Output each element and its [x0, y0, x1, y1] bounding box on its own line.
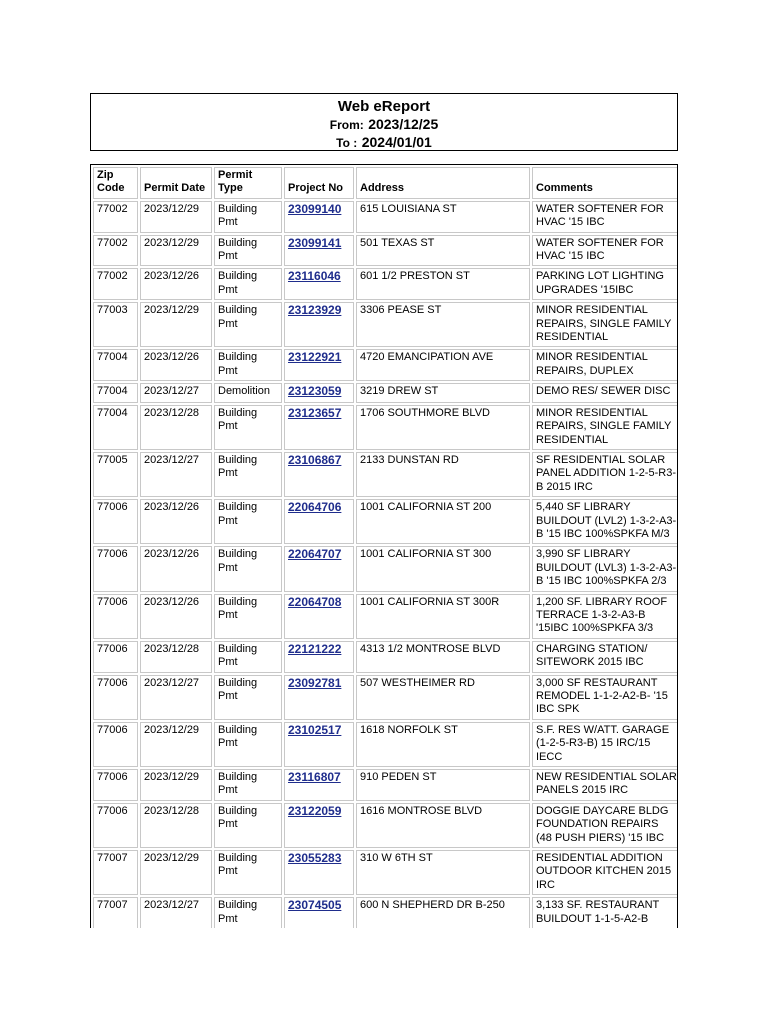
comments-cell: 1,200 SF. LIBRARY ROOF TERRACE 1-3-2-A3-B '15IBC 100%SPKFA 3/3 [532, 594, 678, 639]
address-cell: 4313 1/2 MONTROSE BLVD [356, 641, 530, 673]
table-row [93, 850, 678, 895]
zip-code-cell: 77006 [93, 499, 138, 544]
project-no-cell [284, 850, 354, 895]
comments-cell: WATER SOFTENER FOR HVAC '15 IBC [532, 201, 678, 233]
project-link[interactable]: 22064708 [288, 594, 342, 609]
permit-date-cell: 2023/12/28 [140, 803, 212, 848]
address-cell: 2133 DUNSTAN RD [356, 452, 530, 497]
zip-code-cell: 77007 [93, 850, 138, 895]
project-link[interactable]: 22064706 [288, 500, 342, 515]
table-row [93, 641, 678, 673]
project-no-cell [284, 499, 354, 544]
project-link[interactable]: 23099140 [288, 201, 342, 216]
project-no-cell [284, 769, 354, 801]
comments-cell: NEW RESIDENTIAL SOLAR PANELS 2015 IRC [532, 769, 678, 801]
report-header [90, 93, 678, 151]
permit-date-cell: 2023/12/27 [140, 452, 212, 497]
project-no-cell [284, 349, 354, 381]
comments-cell: 3,000 SF RESTAURANT REMODEL 1-1-2-A2-B- '15 IBC SPK [532, 675, 678, 720]
permit-date-cell: 2023/12/28 [140, 405, 212, 450]
table-row [93, 803, 678, 848]
address-cell: 1001 CALIFORNIA ST 200 [356, 499, 530, 544]
zip-code-cell: 77006 [93, 641, 138, 673]
project-no-cell [284, 641, 354, 673]
project-no-cell [284, 383, 354, 402]
table-row [93, 897, 678, 928]
zip-code-cell: 77006 [93, 722, 138, 767]
header-zip: Zip Code [93, 167, 138, 199]
project-no-cell [284, 594, 354, 639]
permit-date-cell: 2023/12/29 [140, 201, 212, 233]
permit-type-cell: Building Pmt [214, 302, 282, 347]
table-row [93, 452, 678, 497]
permit-type-cell: Building Pmt [214, 349, 282, 381]
table-row [93, 769, 678, 801]
project-no-cell [284, 302, 354, 347]
table-row [93, 594, 678, 639]
table-row [93, 405, 678, 450]
permit-type-cell: Building Pmt [214, 201, 282, 233]
permit-date-cell: 2023/12/26 [140, 594, 212, 639]
permit-date-cell: 2023/12/29 [140, 235, 212, 267]
zip-code-cell: 77002 [93, 201, 138, 233]
to-label: To : [336, 136, 358, 150]
comments-cell: PARKING LOT LIGHTING UPGRADES '15IBC [532, 268, 678, 300]
zip-code-cell: 77006 [93, 769, 138, 801]
zip-code-cell: 77004 [93, 383, 138, 402]
project-no-cell [284, 235, 354, 267]
from-date: 2023/12/25 [368, 116, 439, 132]
table-row [93, 675, 678, 720]
table-row [93, 201, 678, 233]
comments-cell: DEMO RES/ SEWER DISC [532, 383, 678, 402]
table-row [93, 302, 678, 347]
comments-cell: MINOR RESIDENTIAL REPAIRS, SINGLE FAMILY RESIDENTIAL [532, 302, 678, 347]
table-row [93, 349, 678, 381]
permit-type-cell: Building Pmt [214, 675, 282, 720]
permit-date-cell: 2023/12/26 [140, 499, 212, 544]
permit-type-cell: Building Pmt [214, 769, 282, 801]
comments-cell: MINOR RESIDENTIAL REPAIRS, SINGLE FAMILY RESIDENTIAL [532, 405, 678, 450]
project-no-cell [284, 897, 354, 928]
project-no-cell [284, 803, 354, 848]
permit-table [91, 165, 678, 928]
project-no-cell [284, 675, 354, 720]
permit-date-cell: 2023/12/29 [140, 850, 212, 895]
project-link[interactable]: 23106867 [288, 452, 342, 467]
permit-date-cell: 2023/12/28 [140, 641, 212, 673]
zip-code-cell: 77007 [93, 897, 138, 928]
from-date-line [91, 116, 677, 134]
permit-type-cell: Building Pmt [214, 499, 282, 544]
report-title: Web eReport [337, 98, 431, 115]
address-cell: 1001 CALIFORNIA ST 300R [356, 594, 530, 639]
address-cell: 1616 MONTROSE BLVD [356, 803, 530, 848]
permit-type-cell: Building Pmt [214, 235, 282, 267]
permit-date-cell: 2023/12/26 [140, 268, 212, 300]
to-date: 2024/01/01 [361, 134, 432, 150]
address-cell: 4720 EMANCIPATION AVE [356, 349, 530, 381]
comments-cell: WATER SOFTENER FOR HVAC '15 IBC [532, 235, 678, 267]
permit-type-cell: Building Pmt [214, 546, 282, 591]
address-cell: 601 1/2 PRESTON ST [356, 268, 530, 300]
project-link[interactable]: 23122921 [288, 350, 342, 365]
permit-date-cell: 2023/12/29 [140, 302, 212, 347]
permit-date-cell: 2023/12/29 [140, 722, 212, 767]
project-link[interactable]: 23092781 [288, 675, 342, 690]
table-row [93, 722, 678, 767]
from-label: From: [329, 118, 364, 132]
project-link[interactable]: 23123657 [288, 405, 342, 420]
project-no-cell [284, 268, 354, 300]
comments-cell: S.F. RES W/ATT. GARAGE (1-2-5-R3-B) 15 IRC/15 IECC [532, 722, 678, 767]
table-row [93, 383, 678, 402]
project-link[interactable]: 23123059 [288, 384, 342, 399]
address-cell: 501 TEXAS ST [356, 235, 530, 267]
zip-code-cell: 77005 [93, 452, 138, 497]
permit-date-cell: 2023/12/27 [140, 675, 212, 720]
permit-date-cell: 2023/12/27 [140, 897, 212, 928]
address-cell: 615 LOUISIANA ST [356, 201, 530, 233]
project-no-cell [284, 201, 354, 233]
header-address: Address [356, 167, 530, 199]
header-permit-type: Permit Type [214, 167, 282, 199]
comments-cell: SF RESIDENTIAL SOLAR PANEL ADDITION 1-2-5-R3-B 2015 IRC [532, 452, 678, 497]
header-project-no: Project No [284, 167, 354, 199]
address-cell: 507 WESTHEIMER RD [356, 675, 530, 720]
permit-date-cell: 2023/12/26 [140, 546, 212, 591]
comments-cell: DOGGIE DAYCARE BLDG FOUNDATION REPAIRS (48 PUSH PIERS) '15 IBC [532, 803, 678, 848]
project-link[interactable]: 23123929 [288, 303, 342, 318]
project-link[interactable]: 23102517 [288, 722, 342, 737]
comments-cell: CHARGING STATION/ SITEWORK 2015 IBC [532, 641, 678, 673]
permit-type-cell: Building Pmt [214, 722, 282, 767]
address-cell: 1001 CALIFORNIA ST 300 [356, 546, 530, 591]
table-row [93, 268, 678, 300]
address-cell: 910 PEDEN ST [356, 769, 530, 801]
project-link[interactable]: 23116046 [288, 269, 341, 284]
to-date-line [91, 134, 677, 152]
address-cell: 1706 SOUTHMORE BLVD [356, 405, 530, 450]
project-no-cell [284, 452, 354, 497]
project-link[interactable]: 23122059 [288, 803, 342, 818]
comments-cell: MINOR RESIDENTIAL REPAIRS, DUPLEX [532, 349, 678, 381]
permit-type-cell: Building Pmt [214, 405, 282, 450]
address-cell: 1618 NORFOLK ST [356, 722, 530, 767]
address-cell: 3306 PEASE ST [356, 302, 530, 347]
zip-code-cell: 77006 [93, 594, 138, 639]
zip-code-cell: 77006 [93, 546, 138, 591]
permit-type-cell: Demolition [214, 383, 282, 402]
permit-date-cell: 2023/12/26 [140, 349, 212, 381]
project-link[interactable]: 23099141 [288, 235, 342, 250]
permit-type-cell: Building Pmt [214, 268, 282, 300]
zip-code-cell: 77004 [93, 349, 138, 381]
comments-cell: RESIDENTIAL ADDITION OUTDOOR KITCHEN 2015 IRC [532, 850, 678, 895]
zip-code-cell: 77004 [93, 405, 138, 450]
table-row [93, 499, 678, 544]
table-header-row [93, 167, 678, 199]
header-comments: Comments [532, 167, 678, 199]
project-no-cell [284, 405, 354, 450]
permit-type-cell: Building Pmt [214, 594, 282, 639]
project-link[interactable]: 23055283 [288, 851, 342, 866]
address-cell: 310 W 6TH ST [356, 850, 530, 895]
project-no-cell [284, 722, 354, 767]
permit-date-cell: 2023/12/27 [140, 383, 212, 402]
address-cell: 600 N SHEPHERD DR B-250 [356, 897, 530, 928]
permit-type-cell: Building Pmt [214, 803, 282, 848]
permit-type-cell: Building Pmt [214, 897, 282, 928]
permit-date-cell: 2023/12/29 [140, 769, 212, 801]
table-row [93, 235, 678, 267]
zip-code-cell: 77006 [93, 675, 138, 720]
permit-type-cell: Building Pmt [214, 641, 282, 673]
header-permit-date: Permit Date [140, 167, 212, 199]
comments-cell: 3,133 SF. RESTAURANT BUILDOUT 1-1-5-A2-B [532, 897, 678, 928]
permit-type-cell: Building Pmt [214, 452, 282, 497]
project-no-cell [284, 546, 354, 591]
permit-type-cell: Building Pmt [214, 850, 282, 895]
project-link[interactable]: 22064707 [288, 547, 342, 562]
project-link[interactable]: 23074505 [288, 898, 342, 913]
comments-cell: 3,990 SF LIBRARY BUILDOUT (LVL3) 1-3-2-A3-B '15 IBC 100%SPKFA 2/3 [532, 546, 678, 591]
permit-table-container [90, 164, 678, 928]
project-link[interactable]: 22121222 [288, 641, 342, 656]
table-row [93, 546, 678, 591]
zip-code-cell: 77006 [93, 803, 138, 848]
permit-rows [93, 201, 678, 928]
comments-cell: 5,440 SF LIBRARY BUILDOUT (LVL2) 1-3-2-A3-B '15 IBC 100%SPKFA M/3 [532, 499, 678, 544]
zip-code-cell: 77002 [93, 268, 138, 300]
address-cell: 3219 DREW ST [356, 383, 530, 402]
zip-code-cell: 77002 [93, 235, 138, 267]
project-link[interactable]: 23116807 [288, 770, 341, 785]
zip-code-cell: 77003 [93, 302, 138, 347]
